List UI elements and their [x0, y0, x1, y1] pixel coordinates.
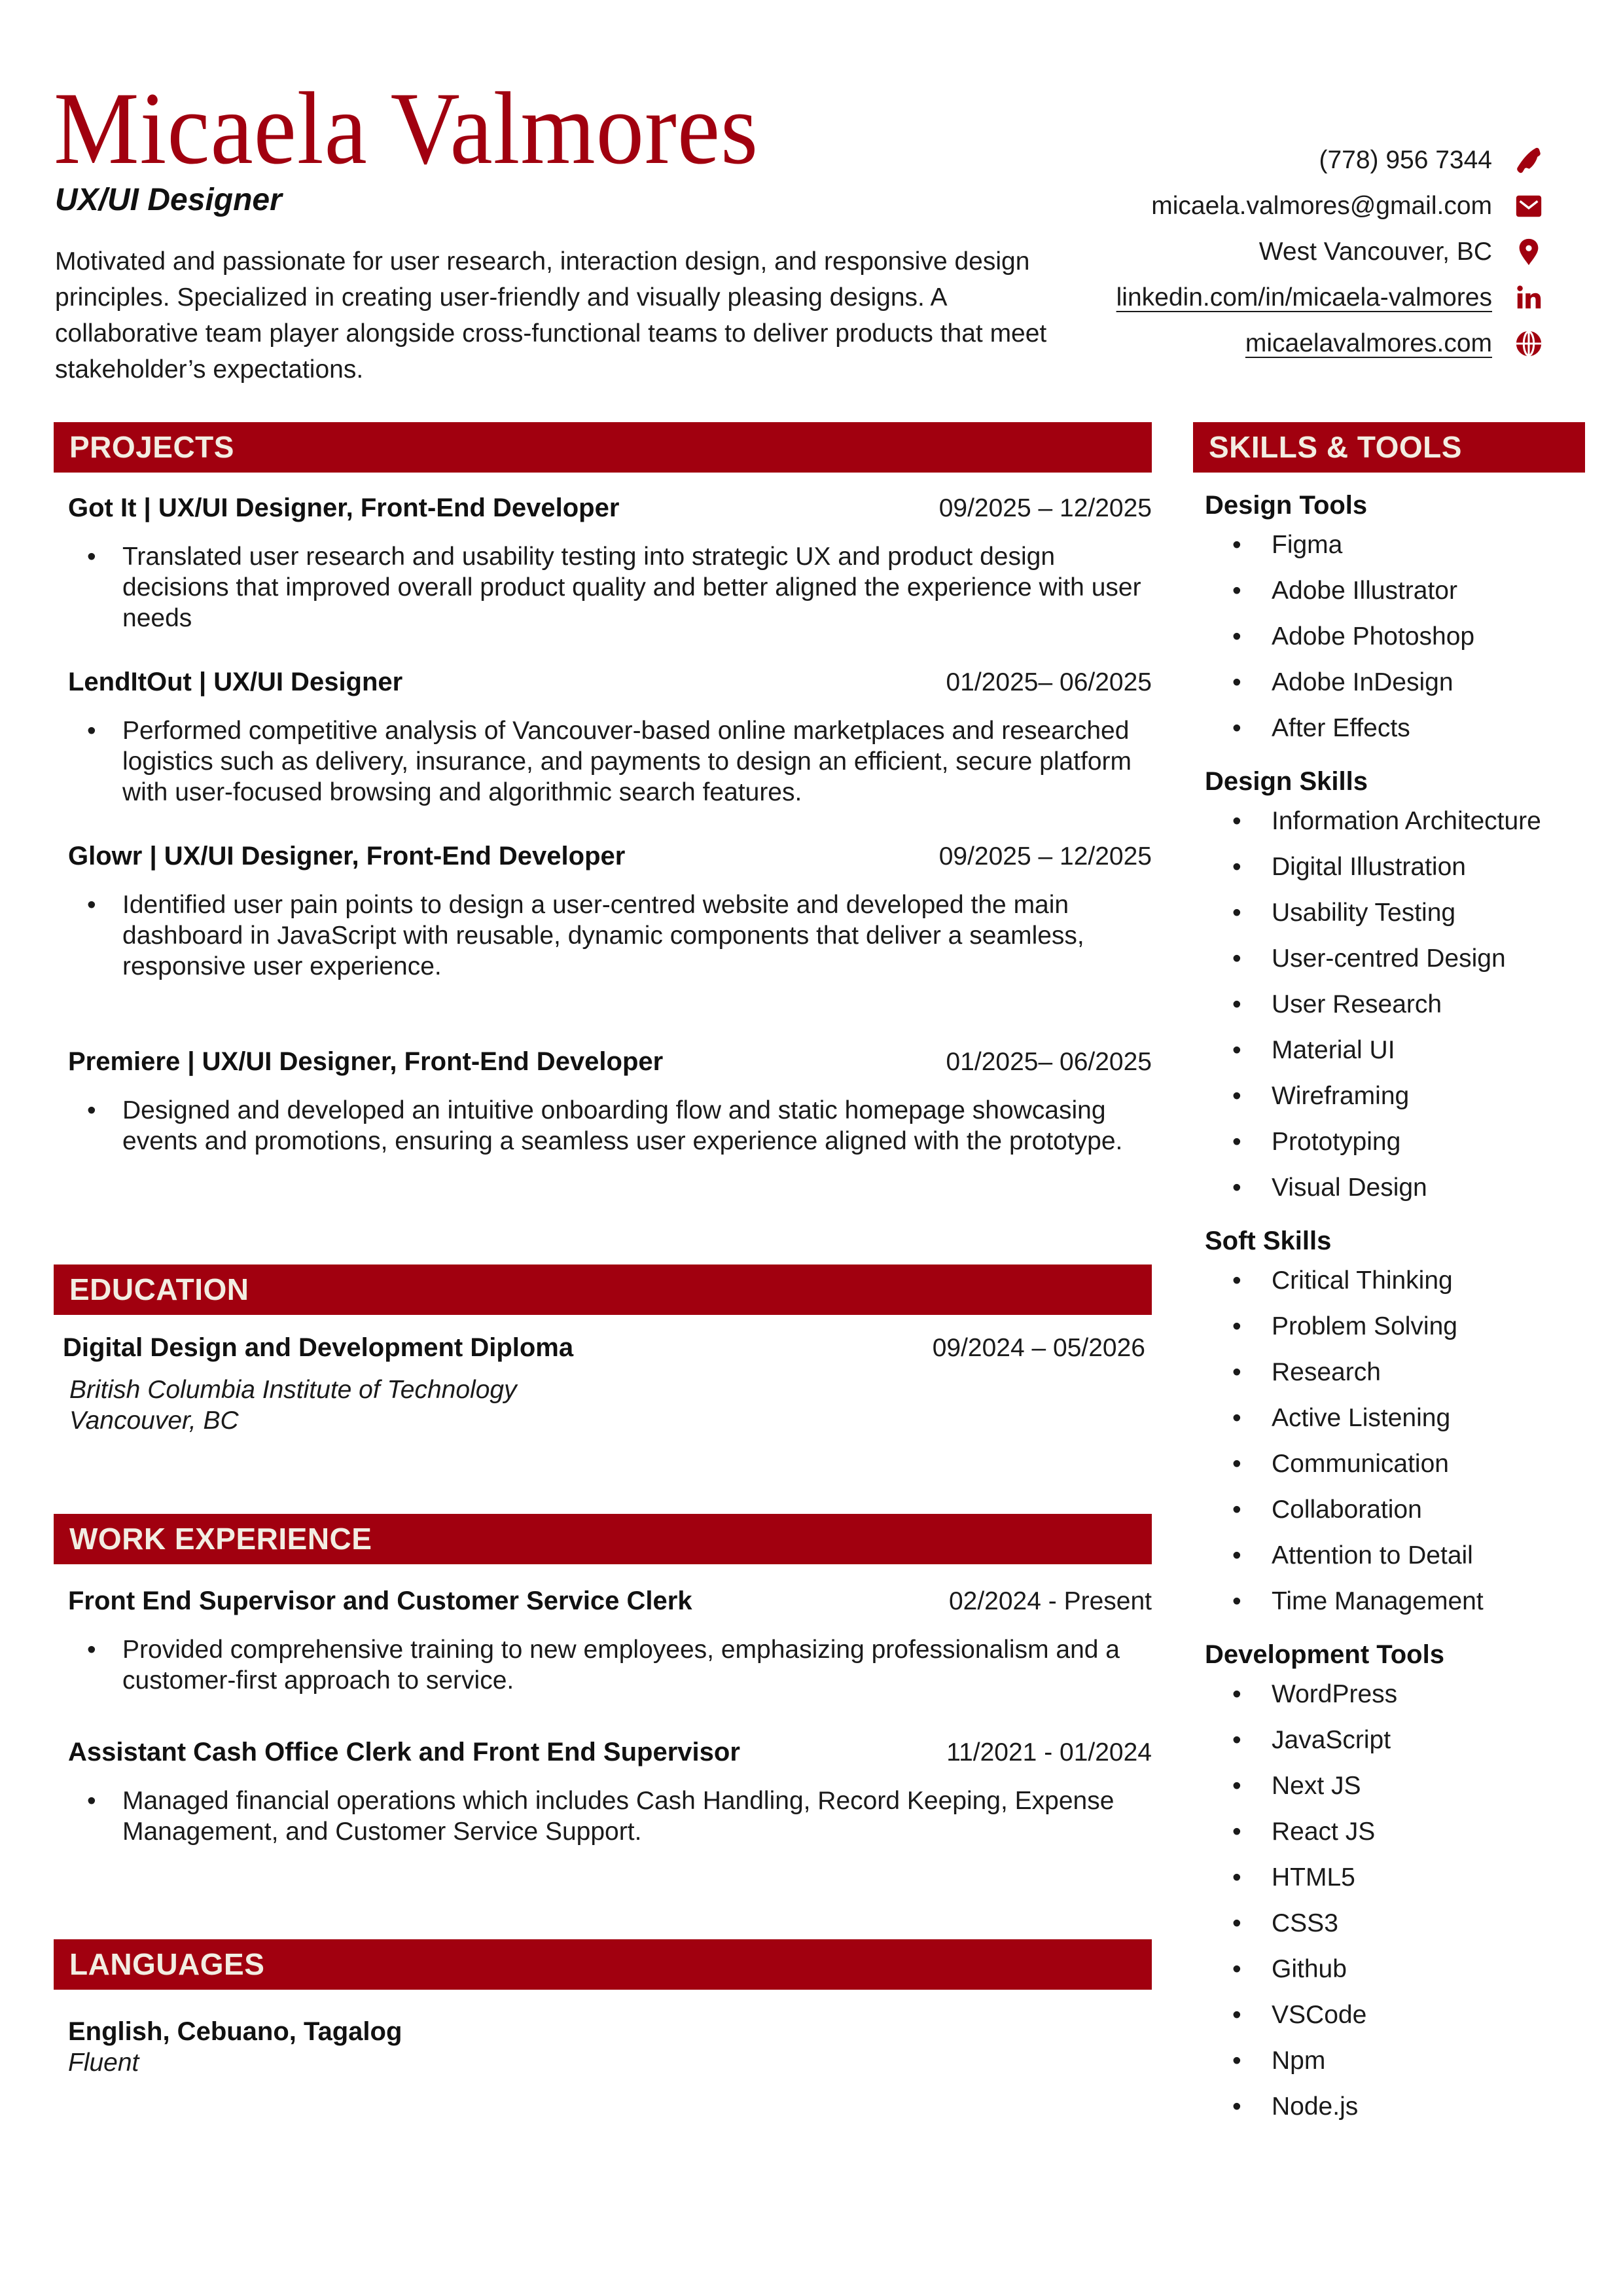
work-experience-section	[54, 1514, 1152, 1847]
skill-item	[1193, 660, 1585, 706]
education-location: Vancouver, BC	[69, 1407, 239, 1435]
languages-list: English, Cebuano, Tagalog	[68, 2017, 402, 2046]
project-date: 09/2025 – 12/2025	[938, 842, 1152, 870]
email-icon	[1513, 190, 1544, 222]
project-description: Designed and developed an intuitive onboarding flow and static homepage showcasing events and promotions, ensuring a seamless user experience aligned with the prototype.	[122, 1096, 1123, 1155]
bullet-dot: •	[1232, 1680, 1241, 1708]
job-title: UX/UI Designer	[55, 183, 282, 217]
skills-header: SKILLS & TOOLS	[1193, 422, 1585, 473]
skill-item	[1193, 1487, 1585, 1533]
skill-item	[1193, 2084, 1585, 2130]
project-entry	[54, 491, 1152, 634]
skill-label: Wireframing	[1272, 1082, 1410, 1110]
skill-item	[1193, 1073, 1585, 1119]
bullet-dot: •	[1232, 1082, 1241, 1110]
education-entry	[54, 1331, 1152, 1436]
location-pin-icon	[1513, 236, 1544, 268]
bullet-dot: •	[1232, 2092, 1241, 2121]
skill-group-title: Soft Skills	[1205, 1227, 1332, 1255]
skill-group-title: Design Tools	[1205, 491, 1368, 520]
contact-phone	[955, 137, 1544, 183]
work-date: 02/2024 - Present	[948, 1587, 1152, 1615]
bullet-dot: •	[87, 543, 96, 571]
skill-label: Prototyping	[1272, 1128, 1401, 1156]
bullet-dot: •	[1232, 1863, 1241, 1892]
work-description: Managed financial operations which includes Cash Handling, Record Keeping, Expense Management, and Customer Service Support.	[122, 1787, 1115, 1846]
skill-label: Active Listening	[1272, 1404, 1451, 1432]
work-title: Assistant Cash Office Clerk and Front End Supervisor	[68, 1738, 740, 1767]
project-title: Premiere | UX/UI Designer, Front-End Developer	[68, 1047, 664, 1076]
skill-label: Usability Testing	[1272, 899, 1456, 927]
bullet-dot: •	[87, 1787, 96, 1815]
education-section	[54, 1265, 1152, 1436]
bullet-dot: •	[1232, 1358, 1241, 1386]
bullet-dot: •	[1232, 1312, 1241, 1340]
skill-label: CSS3	[1272, 1909, 1338, 1937]
skill-label: After Effects	[1272, 714, 1410, 742]
skill-item	[1193, 1350, 1585, 1395]
phone-text: (778) 956 7344	[1319, 146, 1492, 174]
skill-item	[1193, 1119, 1585, 1165]
skill-label: Visual Design	[1272, 1174, 1427, 1202]
skill-item	[1193, 568, 1585, 614]
skill-label: Adobe InDesign	[1272, 668, 1454, 696]
languages-section	[54, 1939, 1152, 2078]
skill-item	[1193, 522, 1585, 568]
work-experience-header: WORK EXPERIENCE	[54, 1514, 1152, 1564]
linkedin-link[interactable]: linkedin.com/in/micaela-valmores	[1116, 283, 1492, 312]
bullet-dot: •	[1232, 807, 1241, 835]
bullet-dot: •	[1232, 853, 1241, 881]
skill-item	[1193, 1165, 1585, 1211]
contact-website	[955, 321, 1544, 367]
work-title: Front End Supervisor and Customer Service Clerk	[68, 1587, 692, 1615]
skill-label: VSCode	[1272, 2001, 1367, 2029]
skill-list	[1193, 798, 1585, 1211]
skill-label: Problem Solving	[1272, 1312, 1457, 1340]
skill-label: Node.js	[1272, 2092, 1359, 2121]
work-description: Provided comprehensive training to new employees, emphasizing professionalism and a customer-first approach to service.	[122, 1636, 1120, 1695]
bullet-dot: •	[1232, 531, 1241, 559]
skill-item	[1193, 1258, 1585, 1304]
bullet-dot: •	[1232, 1726, 1241, 1754]
bullet-dot: •	[1232, 1128, 1241, 1156]
skill-label: Npm	[1272, 2047, 1326, 2075]
skills-groups	[1193, 473, 1585, 2130]
skill-item	[1193, 706, 1585, 751]
skill-item	[1193, 1992, 1585, 2038]
project-description: Performed competitive analysis of Vancouver-based online marketplaces and researched logistics such as delivery, insurance, and payments to design an efficient, secure platform with user-focused browsing and algorithmic search features.	[122, 717, 1132, 806]
skill-item	[1193, 1028, 1585, 1073]
education-header: EDUCATION	[54, 1265, 1152, 1315]
skill-item	[1193, 614, 1585, 660]
skill-item	[1193, 1579, 1585, 1624]
website-link[interactable]: micaelavalmores.com	[1245, 329, 1492, 357]
skill-item	[1193, 1946, 1585, 1992]
bullet-dot: •	[1232, 1404, 1241, 1432]
skill-label: Github	[1272, 1955, 1347, 1983]
skill-item	[1193, 1395, 1585, 1441]
skill-label: Next JS	[1272, 1772, 1361, 1800]
languages-level: Fluent	[68, 2049, 139, 2077]
globe-icon	[1513, 328, 1544, 359]
bullet-dot: •	[1232, 990, 1241, 1018]
bullet-dot: •	[1232, 944, 1241, 973]
skill-item	[1193, 982, 1585, 1028]
skill-item	[1193, 1533, 1585, 1579]
skill-label: Research	[1272, 1358, 1381, 1386]
skill-list	[1193, 522, 1585, 751]
work-entry	[54, 1584, 1152, 1696]
bullet-dot: •	[1232, 1772, 1241, 1800]
contact-email	[955, 183, 1544, 229]
project-entry	[54, 839, 1152, 982]
candidate-name: Micaela Valmores	[54, 71, 759, 186]
skill-item	[1193, 844, 1585, 890]
project-title: LendItOut | UX/UI Designer	[68, 668, 403, 696]
languages-header: LANGUAGES	[54, 1939, 1152, 1990]
location-text: West Vancouver, BC	[1258, 238, 1492, 266]
project-title: Glowr | UX/UI Designer, Front-End Developer	[68, 842, 626, 870]
skill-group	[1193, 764, 1585, 1211]
project-date: 09/2025 – 12/2025	[938, 494, 1152, 522]
bullet-dot: •	[1232, 714, 1241, 742]
skill-label: User Research	[1272, 990, 1442, 1018]
project-date: 01/2025– 06/2025	[946, 1048, 1152, 1076]
contact-linkedin	[955, 275, 1544, 321]
bullet-dot: •	[1232, 668, 1241, 696]
work-date: 11/2021 - 01/2024	[946, 1738, 1152, 1767]
skill-group	[1193, 488, 1585, 751]
skill-label: WordPress	[1272, 1680, 1398, 1708]
bullet-dot: •	[87, 1096, 96, 1124]
email-text[interactable]: micaela.valmores@gmail.com	[1151, 192, 1492, 220]
skill-list	[1193, 1672, 1585, 2130]
work-entry	[54, 1735, 1152, 1847]
skill-item	[1193, 1763, 1585, 1809]
skill-label: Attention to Detail	[1272, 1541, 1473, 1570]
skill-item	[1193, 1901, 1585, 1946]
skill-label: React JS	[1272, 1818, 1376, 1846]
skill-label: Time Management	[1272, 1587, 1484, 1615]
bullet-dot: •	[1232, 1818, 1241, 1846]
skill-item	[1193, 890, 1585, 936]
skill-item	[1193, 1441, 1585, 1487]
skill-item	[1193, 1855, 1585, 1901]
bullet-dot: •	[1232, 1266, 1241, 1295]
projects-header: PROJECTS	[54, 422, 1152, 473]
bullet-dot: •	[87, 891, 96, 919]
skill-group-title: Development Tools	[1205, 1640, 1444, 1669]
project-description: Identified user pain points to design a user-centred website and developed the main dashboard in JavaScript with reusable, dynamic components that deliver a seamless, responsive user experience.	[122, 891, 1084, 980]
linkedin-icon	[1513, 282, 1544, 314]
projects-section	[54, 422, 1152, 1157]
bullet-dot: •	[1232, 1587, 1241, 1615]
skill-item	[1193, 1809, 1585, 1855]
skill-group	[1193, 1224, 1585, 1624]
bullet-dot: •	[1232, 1450, 1241, 1478]
project-description: Translated user research and usability testing into strategic UX and product design decisions that improved overall product quality and better aligned the experience with user needs	[122, 543, 1141, 632]
skill-item	[1193, 798, 1585, 844]
bullet-dot: •	[1232, 1174, 1241, 1202]
skill-label: Adobe Illustrator	[1272, 577, 1457, 605]
bullet-dot: •	[1232, 577, 1241, 605]
bullet-dot: •	[1232, 899, 1241, 927]
skills-section	[1193, 422, 1585, 2130]
skill-list	[1193, 1258, 1585, 1624]
contact-block	[955, 137, 1544, 367]
bullet-dot: •	[1232, 1496, 1241, 1524]
bullet-dot: •	[1232, 2047, 1241, 2075]
skill-item	[1193, 1717, 1585, 1763]
skill-group-title: Design Skills	[1205, 767, 1368, 796]
skill-label: Collaboration	[1272, 1496, 1422, 1524]
education-school: British Columbia Institute of Technology	[69, 1376, 517, 1404]
skill-group	[1193, 1638, 1585, 2130]
skill-item	[1193, 1304, 1585, 1350]
skill-label: User-centred Design	[1272, 944, 1506, 973]
skill-label: Communication	[1272, 1450, 1449, 1478]
project-entry	[54, 665, 1152, 808]
skill-label: Figma	[1272, 531, 1343, 559]
bullet-dot: •	[1232, 1955, 1241, 1983]
languages-entry	[54, 2016, 1152, 2078]
bullet-dot: •	[87, 1636, 96, 1664]
skill-label: Critical Thinking	[1272, 1266, 1453, 1295]
bullet-dot: •	[1232, 622, 1241, 651]
bullet-dot: •	[1232, 1036, 1241, 1064]
skill-item	[1193, 1672, 1585, 1717]
skill-label: Digital Illustration	[1272, 853, 1466, 881]
profile-summary: Motivated and passionate for user research, interaction design, and responsive design principles. Specialized in creating user-friendly and visually pleasing designs. A collaborative team player alongside cross-functional teams to deliver products that meet stakeholder’s expectations.	[55, 247, 1047, 384]
skill-label: JavaScript	[1272, 1726, 1391, 1754]
project-entry	[54, 1045, 1152, 1157]
project-title: Got It | UX/UI Designer, Front-End Developer	[68, 493, 620, 522]
bullet-dot: •	[1232, 2001, 1241, 2029]
skill-item	[1193, 2038, 1585, 2084]
skill-label: HTML5	[1272, 1863, 1355, 1892]
bullet-dot: •	[1232, 1909, 1241, 1937]
project-date: 01/2025– 06/2025	[946, 668, 1152, 696]
education-title: Digital Design and Development Diploma	[63, 1333, 574, 1362]
skill-label: Adobe Photoshop	[1272, 622, 1475, 651]
contact-location	[955, 229, 1544, 275]
bullet-dot: •	[1232, 1541, 1241, 1570]
skill-item	[1193, 936, 1585, 982]
skill-label: Information Architecture	[1272, 807, 1541, 835]
bullet-dot: •	[87, 717, 96, 745]
education-date: 09/2024 – 05/2026	[932, 1334, 1145, 1362]
phone-icon	[1513, 145, 1544, 176]
skill-label: Material UI	[1272, 1036, 1395, 1064]
